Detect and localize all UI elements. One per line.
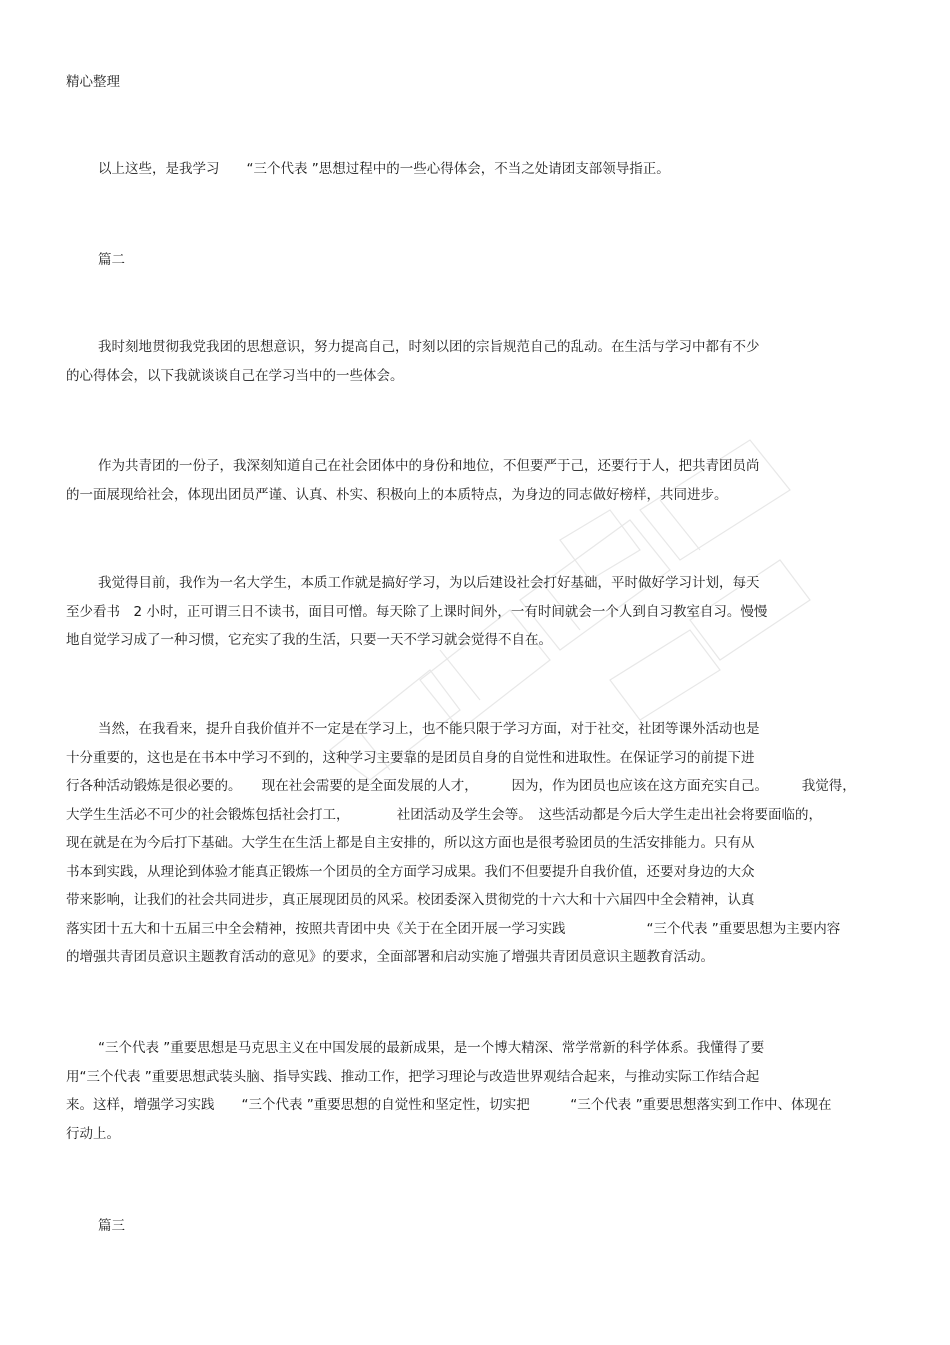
paragraph-4 [66,569,866,655]
paragraph-line: 的一面展现给社会，体现出团员严谨、认真、朴实、积极向上的本质特点，为身边的同志做好榜样，共同进步。 [66,486,728,503]
paragraph-2 [66,333,866,390]
paragraph-line: 来。这样，增强学习实践 “三个代表 ”重要思想的自觉性和坚定性，切实把 “三个代表 ”重要思想落实到工作中、体现在 [66,1097,832,1113]
section-label-3: 篇三 [98,1218,125,1234]
paragraph-line: “三个代表 ”重要思想是马克思主义在中国发展的最新成果，是一个博大精深、常学常新的科学体系。我懂得了要 [98,1040,765,1056]
section-label-2: 篇二 [98,252,125,268]
paragraph-line: 行各种活动锻炼是很必要的。 现在社会需要的是全面发展的人才， 因为，作为团员也应该在这方面充实自己。 我觉得， [66,778,856,794]
paragraph-line: 大学生生活必不可少的社会锻炼包括社会打工， 社团活动及学生会等。 这些活动都是今后大学生走出社会将要面临的， [66,806,822,823]
paragraph-line: 以上这些，是我学习 “三个代表 ”思想过程中的一些心得体会，不当之处请团支部领导指正。 [98,161,670,177]
paragraph-line: 的增强共青团员意识主题教育活动的意见》的要求，全面部署和启动实施了增强共青团员意识主题教育活动。 [66,949,714,965]
paragraph-6 [66,1034,866,1148]
paragraph-line: 我时刻地贯彻我党我团的思想意识，努力提高自己，时刻以团的宗旨规范自己的乱动。在生活与学习中都有不少 [98,339,760,355]
paragraph-5 [66,715,866,972]
paragraph-line: 行动上。 [66,1125,120,1142]
paragraph-1 [66,155,866,184]
paragraph-line: 的心得体会，以下我就谈谈自己在学习当中的一些体会。 [66,367,404,384]
paragraph-line: 带来影响，让我们的社会共同进步，真正展现团员的风采。校团委深入贯彻党的十六大和十六届四中全会精神，认真 [66,892,755,908]
paragraph-line: 十分重要的，这也是在书本中学习不到的，这种学习主要靠的是团员自身的自觉性和进取性。在保证学习的前提下进 [66,749,755,766]
paragraph-line: 落实团十五大和十五届三中全会精神，按照共青团中央《关于在全团开展一学习实践 “三个代表 ”重要思想为主要内容 [66,920,841,937]
paragraph-line: 当然，在我看来，提升自我价值并不一定是在学习上，也不能只限于学习方面，对于社交，社团等课外活动也是 [98,721,760,737]
header-label: 精心整理 [66,74,120,90]
paragraph-line: 我觉得目前，我作为一名大学生，本质工作就是搞好学习，为以后建设社会打好基础，平时做好学习计划，每天 [98,575,760,591]
paragraph-line: 书本到实践，从理论到体验才能真正锻炼一个团员的全方面学习成果。我们不但要提升自我价值，还要对身边的大众 [66,863,755,880]
paragraph-line: 地自觉学习成了一种习惯，它充实了我的生活，只要一天不学习就会觉得不自在。 [66,632,552,648]
paragraph-3 [66,452,866,509]
paragraph-line: 作为共青团的一份子，我深刻知道自己在社会团体中的身份和地位，不但要严于己，还要行于人，把共青团员尚 [98,458,760,474]
paragraph-line: 用“三个代表 ”重要思想武装头脑、指导实践、推动工作，把学习理论与改造世界观结合起来，与推动实际工作结合起 [66,1068,760,1085]
paragraph-line: 至少看书 2 小时，正可谓三日不读书，面目可憎。每天除了上课时间外，一有时间就会一个人到自习教室自习。慢慢 [66,603,768,620]
paragraph-line: 现在就是在为今后打下基础。大学生在生活上都是自主安排的，所以这方面也是很考验团员的生活安排能力。只有从 [66,835,755,851]
